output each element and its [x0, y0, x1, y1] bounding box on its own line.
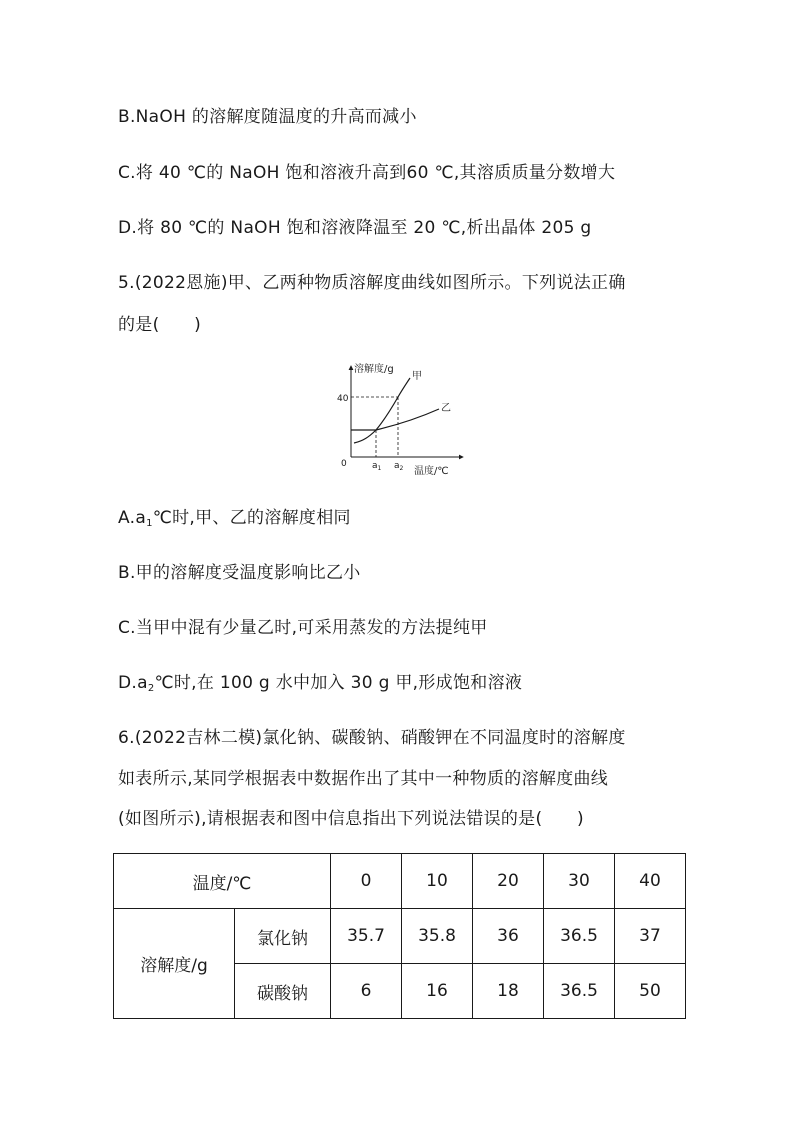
origin-label: 0 [341, 459, 347, 469]
table-row [114, 909, 686, 964]
q5-option-d: $D.a_2℃$时,在 100 g 水中加入 30 g 甲,形成饱和溶液 [118, 673, 523, 694]
temperature-header: 温度/℃ [114, 854, 331, 909]
substance-name: 碳酸钠 [235, 964, 331, 1019]
value-cell: 50 [615, 964, 686, 1019]
temp-cell: 30 [544, 854, 615, 909]
temp-cell: 10 [402, 854, 473, 909]
table-header-row [114, 854, 686, 909]
x-axis-label: 温度/℃ [414, 466, 449, 477]
curve-jia [354, 378, 410, 443]
value-cell: 35.7 [331, 909, 402, 964]
temp-cell: 20 [473, 854, 544, 909]
x-tick-a2: $a_2$ [394, 461, 404, 472]
solubility-curve-chart [336, 360, 468, 478]
substance-name: 氯化钠 [235, 909, 331, 964]
q5-option-b: B.甲的溶解度受温度影响比乙小 [118, 563, 361, 583]
value-cell: 35.8 [402, 909, 473, 964]
temp-cell: 0 [331, 854, 402, 909]
q5-option-a: $A.a_1℃$时,甲、乙的溶解度相同 [118, 508, 351, 529]
q4-option-c: C.将 40 ℃的 NaOH 饱和溶液升高到60 ℃,其溶质质量分数增大 [118, 163, 616, 183]
solubility-table [113, 853, 686, 1019]
value-cell: 6 [331, 964, 402, 1019]
solubility-row-label: 溶解度/g [114, 909, 235, 1019]
y-axis-label: 溶解度/g [354, 364, 394, 375]
q5-option-c: C.当甲中混有少量乙时,可采用蒸发的方法提纯甲 [118, 618, 488, 638]
q6-stem-line-2: 如表所示,某同学根据表中数据作出了其中一种物质的溶解度曲线 [118, 769, 609, 789]
legend-jia: 甲 [412, 371, 422, 382]
q6-stem-line-1: 6.(2022吉林二模)氯化钠、碳酸钠、硝酸钾在不同温度时的溶解度 [118, 728, 626, 748]
q4-option-b: B.NaOH 的溶解度随温度的升高而减小 [118, 107, 417, 127]
value-cell: 18 [473, 964, 544, 1019]
temp-cell: 40 [615, 854, 686, 909]
value-cell: 16 [402, 964, 473, 1019]
value-cell: 36.5 [544, 964, 615, 1019]
legend-yi: 乙 [441, 403, 451, 414]
curve-yi [351, 409, 439, 430]
q5-stem-line-1: 5.(2022恩施)甲、乙两种物质溶解度曲线如图所示。下列说法正确 [118, 273, 626, 293]
q6-stem-line-3: (如图所示),请根据表和图中信息指出下列说法错误的是( ) [118, 809, 584, 829]
value-cell: 37 [615, 909, 686, 964]
value-cell: 36 [473, 909, 544, 964]
q5-stem-line-2: 的是( ) [118, 315, 202, 335]
y-tick-label-40: 40 [337, 394, 349, 404]
x-tick-a1: $a_1$ [372, 461, 382, 472]
value-cell: 36.5 [544, 909, 615, 964]
q4-option-d: D.将 80 ℃的 NaOH 饱和溶液降温至 20 ℃,析出晶体 205 g [118, 218, 592, 238]
